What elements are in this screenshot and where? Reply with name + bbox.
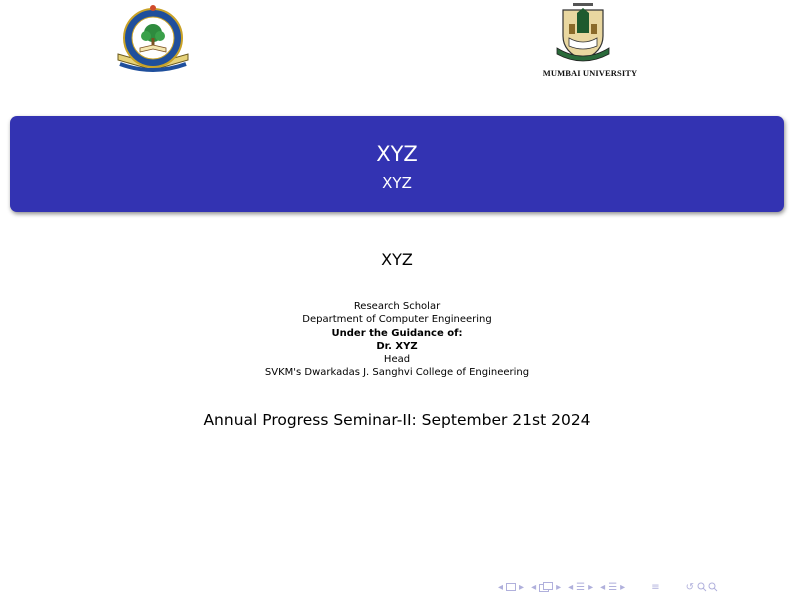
section-icon[interactable]: ☰ [608, 582, 618, 593]
author-name: XYZ [381, 250, 413, 269]
guidance-label: Under the Guidance of: [331, 327, 463, 339]
section-prev-icon[interactable]: ◂ [600, 582, 606, 593]
subsection-next-icon[interactable]: ▸ [588, 582, 594, 593]
institute-block [0, 300, 794, 380]
guide-name: Dr. XYZ [376, 340, 418, 352]
subsection-prev-icon[interactable]: ◂ [568, 582, 574, 593]
slide-next-icon[interactable]: ▸ [519, 582, 525, 593]
seminar-date: Annual Progress Seminar-II: September 21st 2024 [203, 411, 591, 429]
svkm-college-emblem-icon [112, 2, 194, 80]
toc-icon[interactable]: ≡ [651, 582, 660, 593]
presentation-subtitle: XYZ [382, 174, 412, 192]
frame-next-icon[interactable]: ▸ [556, 582, 562, 593]
subsection-icon[interactable]: ☰ [576, 582, 586, 593]
mumbai-university-emblem-icon [555, 2, 611, 66]
university-caption: MUMBAI UNIVERSITY [542, 68, 638, 78]
college-name: SVKM's Dwarkadas J. Sanghvi College of Engineering [264, 367, 530, 379]
search-icon[interactable]: ↺ [685, 582, 694, 593]
slide-prev-icon[interactable]: ◂ [498, 582, 504, 593]
presentation-title: XYZ [376, 142, 418, 166]
frame-prev-icon[interactable]: ◂ [531, 582, 537, 593]
section-next-icon[interactable]: ▸ [620, 582, 626, 593]
department-name: Department of Computer Engineering [302, 314, 492, 326]
title-block [10, 116, 784, 212]
scholar-role: Research Scholar [353, 301, 441, 312]
slide-icon[interactable] [506, 583, 516, 594]
zoom-icon[interactable] [697, 582, 721, 595]
college-logo [112, 2, 194, 80]
frame-icon[interactable] [539, 582, 553, 595]
guide-role: Head [383, 354, 411, 366]
navigation-bar [498, 581, 794, 595]
university-logo [555, 2, 611, 66]
